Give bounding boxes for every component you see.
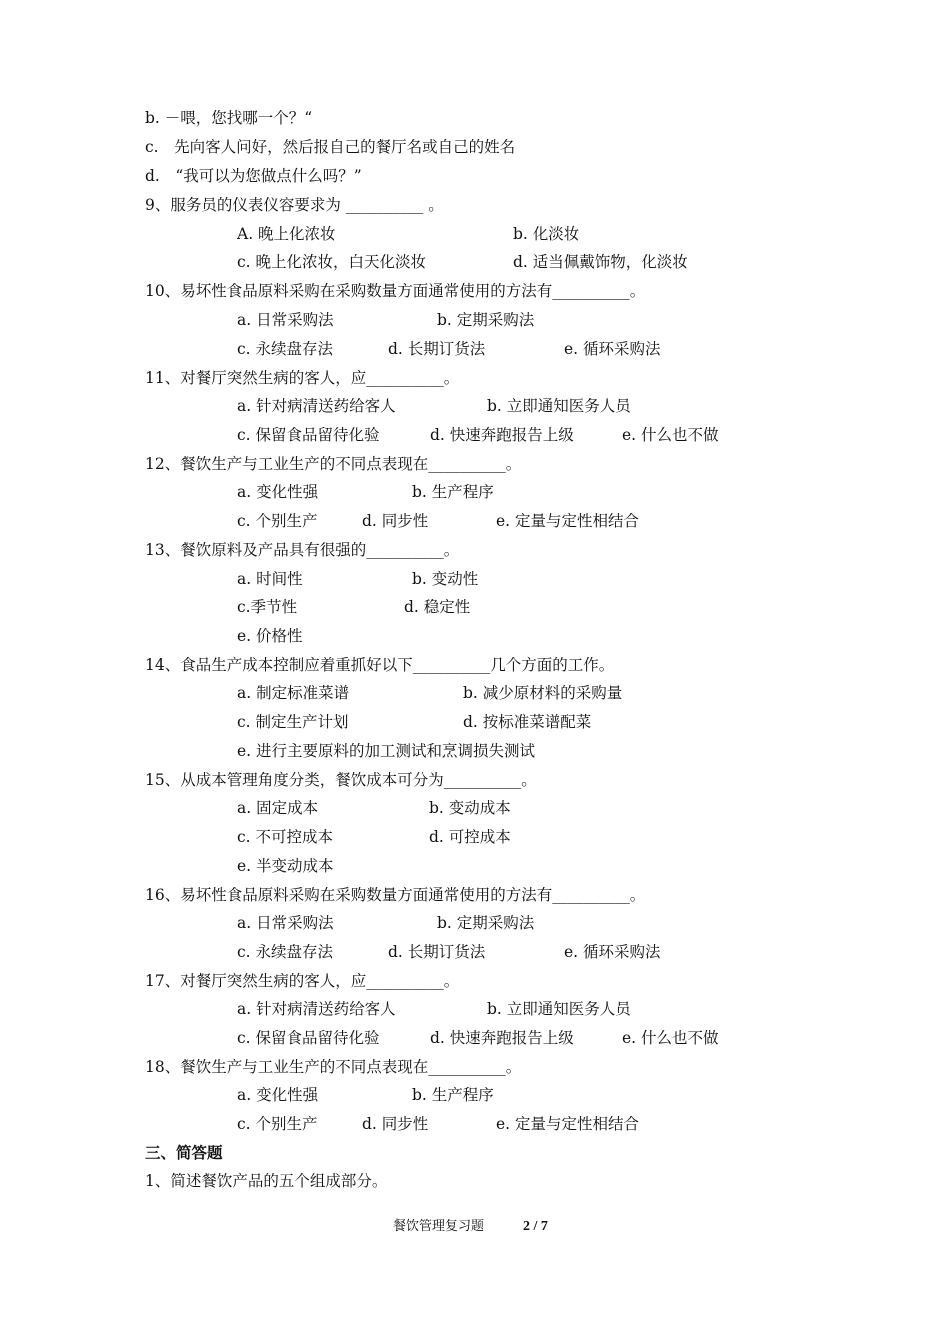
question-option: a. 时间性 — [237, 570, 303, 588]
question-option: a. 日常采购法 — [237, 311, 334, 329]
question-option: d. 长期订货法 — [388, 340, 486, 358]
question-stem: 10、易坏性食品原料采购在采购数量方面通常使用的方法有__________。 — [145, 282, 646, 300]
question-option: d. 长期订货法 — [388, 943, 486, 961]
question-option: c. 保留食品留待化验 — [237, 426, 380, 444]
question-option: c. 永续盘存法 — [237, 340, 334, 358]
question-option: b. 变动成本 — [429, 799, 511, 817]
question-stem: 12、餐饮生产与工业生产的不同点表现在__________。 — [145, 455, 522, 473]
question-option: e. 定量与定性相结合 — [496, 512, 640, 530]
question-option: c. 个别生产 — [237, 512, 318, 530]
page-number: 2 / 7 — [523, 1219, 548, 1234]
question-option: b. 生产程序 — [412, 483, 494, 501]
section-heading: 三、简答题 — [145, 1143, 223, 1162]
question-option: e. 循环采购法 — [564, 340, 661, 358]
question-stem: 18、餐饮生产与工业生产的不同点表现在__________。 — [145, 1058, 522, 1076]
question-option: e. 价格性 — [237, 627, 303, 645]
question-stem: 11、对餐厅突然生病的客人，应__________。 — [145, 369, 460, 387]
question-stem: 1、简述餐饮产品的五个组成部分。 — [145, 1172, 388, 1190]
question-option: d. 稳定性 — [404, 598, 471, 616]
question-option: b. 定期采购法 — [437, 914, 535, 932]
question-option: c. 晚上化浓妆，白天化淡妆 — [237, 253, 427, 271]
question-option: d. 适当佩戴饰物，化淡妆 — [513, 253, 688, 271]
question-option: e. 什么也不做 — [622, 426, 719, 444]
question-option: e. 循环采购法 — [564, 943, 661, 961]
question-option: b. 化淡妆 — [513, 225, 580, 243]
question-option: c. 个别生产 — [237, 1115, 318, 1133]
question-stem: 9、服务员的仪表仪容要求为 __________ 。 — [145, 196, 444, 214]
question-option: d. 快速奔跑报告上级 — [430, 426, 574, 444]
question-option: a. 固定成本 — [237, 799, 319, 817]
question-option: d. 可控成本 — [429, 828, 511, 846]
question-option: c. 保留食品留待化验 — [237, 1029, 380, 1047]
question-option: c.季节性 — [237, 598, 298, 616]
question-option: d. 快速奔跑报告上级 — [430, 1029, 574, 1047]
question-option: b. 立即通知医务人员 — [487, 397, 631, 415]
question-option: c. 永续盘存法 — [237, 943, 334, 961]
question-option: d. 按标准菜谱配菜 — [463, 713, 592, 731]
question-option: b. 减少原材料的采购量 — [463, 684, 623, 702]
question-option: b. 定期采购法 — [437, 311, 535, 329]
question-option: a. 制定标准菜谱 — [237, 684, 350, 702]
page-footer — [0, 1216, 950, 1238]
option-line: b. －喂，您找哪一个？“ — [145, 109, 313, 127]
question-option: d. 同步性 — [362, 512, 429, 530]
question-option: c. 不可控成本 — [237, 828, 334, 846]
question-option: a. 针对病清送药给客人 — [237, 1000, 396, 1018]
question-stem: 17、对餐厅突然生病的客人，应__________。 — [145, 972, 460, 990]
footer-title: 餐饮管理复习题 — [393, 1219, 485, 1234]
question-option: b. 生产程序 — [412, 1086, 494, 1104]
question-option: e. 定量与定性相结合 — [496, 1115, 640, 1133]
question-stem: 13、餐饮原料及产品具有很强的__________。 — [145, 541, 460, 559]
question-stem: 15、从成本管理角度分类，餐饮成本可分为__________。 — [145, 771, 537, 789]
question-option: e. 什么也不做 — [622, 1029, 719, 1047]
question-option: e. 半变动成本 — [237, 857, 334, 875]
question-stem: 14、食品生产成本控制应着重抓好以下__________几个方面的工作。 — [145, 656, 615, 674]
question-option: e. 进行主要原料的加工测试和烹调损失测试 — [237, 742, 536, 760]
question-option: b. 立即通知医务人员 — [487, 1000, 631, 1018]
question-option: a. 针对病清送药给客人 — [237, 397, 396, 415]
question-option: d. 同步性 — [362, 1115, 429, 1133]
question-option: A. 晚上化浓妆 — [237, 225, 336, 243]
question-option: b. 变动性 — [412, 570, 479, 588]
option-line: d. “我可以为您做点什么吗？” — [145, 167, 362, 185]
question-option: a. 变化性强 — [237, 1086, 319, 1104]
option-line: c. 先向客人问好，然后报自己的餐厅名或自己的姓名 — [145, 138, 516, 156]
question-option: a. 变化性强 — [237, 483, 319, 501]
question-option: c. 制定生产计划 — [237, 713, 349, 731]
question-option: a. 日常采购法 — [237, 914, 334, 932]
question-stem: 16、易坏性食品原料采购在采购数量方面通常使用的方法有__________。 — [145, 886, 646, 904]
